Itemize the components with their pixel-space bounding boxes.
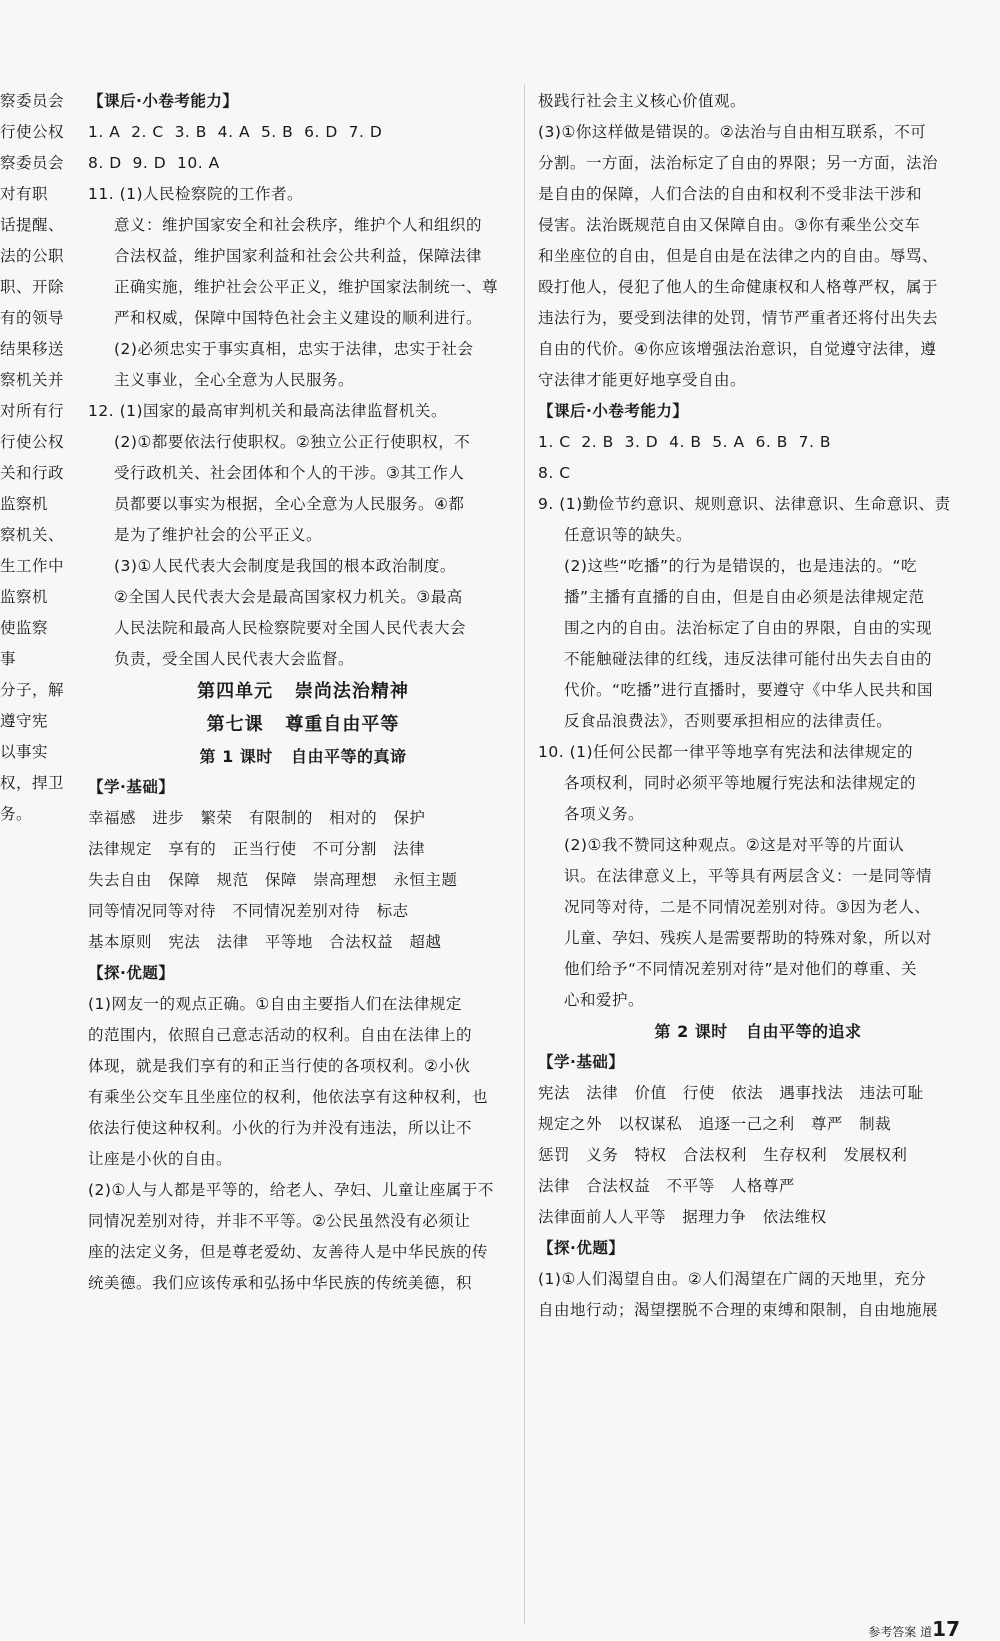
text-line: 的范围内，依照自己意志活动的权利。自由在法律上的: [88, 1026, 473, 1044]
text-line: 监察机: [0, 588, 49, 606]
text-line: 话提醒、: [0, 216, 65, 234]
text-line: 严和权威，保障中国特色社会主义建设的顺利进行。: [114, 309, 483, 327]
text-line: (2)必须忠实于事实真相，忠实于法律，忠实于社会: [114, 340, 474, 358]
text-line: 自由的代价。④你应该增强法治意识，自觉遵守法律，遵: [538, 340, 937, 358]
text-line: 他们给予“不同情况差别对待”是对他们的尊重、关: [564, 960, 918, 978]
text-line: 是为了维护社会的公平正义。: [114, 526, 323, 544]
text-line: 基本原则 宪法 法律 平等地 合法权益 超越: [88, 933, 442, 951]
text-line: 以事实: [0, 743, 49, 761]
text-line: 对所有行: [0, 402, 65, 420]
text-line: 对有职: [0, 185, 49, 203]
text-line: 况同等对待，二是不同情况差别对待。③因为老人、: [564, 898, 931, 916]
text-line: 【学·基础】: [88, 778, 175, 796]
right-column: [538, 86, 978, 1326]
text-line: 围之内的自由。法治标定了自由的界限，自由的实现: [564, 619, 933, 637]
text-line: ②全国人民代表大会是最高国家权力机关。③最高: [114, 588, 463, 606]
text-line: 侵害。法治既规范自由又保障自由。③你有乘坐公交车: [538, 216, 921, 234]
text-line: 务。: [0, 805, 33, 823]
text-line: 生工作中: [0, 557, 65, 575]
text-line: 行使公权: [0, 123, 65, 141]
text-line: 【探·优题】: [88, 964, 175, 982]
text-line: 各项义务。: [564, 805, 645, 823]
text-line: 宪法 法律 价值 行使 依法 遇事找法 违法可耻: [538, 1084, 924, 1102]
text-line: 主义事业，全心全意为人民服务。: [114, 371, 355, 389]
text-line: 体现，就是我们享有的和正当行使的各项权利。②小伙: [88, 1057, 471, 1075]
text-line: 失去自由 保障 规范 保障 崇高理想 永恒主题: [88, 871, 458, 889]
text-line: 【学·基础】: [538, 1053, 625, 1071]
text-line: 事: [0, 650, 17, 668]
text-line: 和坐座位的自由，但是自由是在法律之内的自由。辱骂、: [538, 247, 939, 265]
text-line: 10. (1)任何公民都一律平等地享有宪法和法律规定的: [538, 743, 914, 761]
footer-prefix: 道: [920, 1625, 933, 1639]
text-line: 法律规定 享有的 正当行使 不可分割 法律: [88, 840, 426, 858]
text-line: 9. (1)勤俭节约意识、规则意识、法律意识、生命意识、责: [538, 495, 951, 513]
text-line: 各项权利，同时必须平等地履行宪法和法律规定的: [564, 774, 917, 792]
text-line: 结果移送: [0, 340, 65, 358]
text-line: 殴打他人，侵犯了他人的生命健康权和人格尊严权，属于: [538, 278, 939, 296]
text-line: 察机关、: [0, 526, 65, 544]
column-divider: [524, 84, 525, 1624]
text-line: 负责，受全国人民代表大会监督。: [114, 650, 355, 668]
text-line: 【课后·小卷考能力】: [538, 402, 689, 420]
text-line: 12. (1)国家的最高审判机关和最高法律监督机关。: [88, 402, 448, 420]
text-line: 违法行为，要受到法律的处罚，情节严重者还将付出失去: [538, 309, 939, 327]
text-line: 同情况差别对待，并非不平等。②公民虽然没有必须让: [88, 1212, 471, 1230]
text-line: 合法权益，维护国家利益和社会公共利益，保障法律: [114, 247, 483, 265]
text-line: 第 1 课时 自由平等的真谛: [199, 747, 407, 766]
text-line: 座的法定义务，但是尊老爱幼、友善待人是中华民族的传: [88, 1243, 489, 1261]
text-line: 遵守宪: [0, 712, 49, 730]
text-line: (3)①你这样做是错误的。②法治与自由相互联系，不可: [538, 123, 927, 141]
text-line: 幸福感 进步 繁荣 有限制的 相对的 保护: [88, 809, 426, 827]
text-line: 任意识等的缺失。: [564, 526, 693, 544]
text-line: 【课后·小卷考能力】: [88, 92, 239, 110]
text-line: 让座是小伙的自由。: [88, 1150, 233, 1168]
text-line: 依法行使这种权利。小伙的行为并没有违法，所以让不: [88, 1119, 473, 1137]
text-line: 分割。一方面，法治标定了自由的界限；另一方面，法治: [538, 154, 939, 172]
text-line: 第四单元 崇尚法治精神: [197, 681, 409, 702]
text-line: (2)①我不赞同这种观点。②这是对平等的片面认: [564, 836, 905, 854]
text-line: 关和行政: [0, 464, 65, 482]
text-line: 法律面前人人平等 据理力争 依法维权: [538, 1208, 827, 1226]
text-line: 意义：维护国家安全和社会秩序，维护个人和组织的: [114, 216, 483, 234]
text-line: 是自由的保障，人们合法的自由和权利不受非法干涉和: [538, 185, 923, 203]
text-line: 第 2 课时 自由平等的追求: [654, 1022, 862, 1041]
text-line: 代价。“吃播”进行直播时，要遵守《中华人民共和国: [564, 681, 934, 699]
text-line: 播”主播有直播的自由，但是自由必须是法律规定范: [564, 588, 925, 606]
text-line: 不能触碰法律的红线，违反法律可能付出失去自由的: [564, 650, 933, 668]
text-line: (2)①都要依法行使职权。②独立公正行使职权，不: [114, 433, 471, 451]
text-line: 儿童、孕妇、残疾人是需要帮助的特殊对象，所以对: [564, 929, 933, 947]
text-line: 心和爱护。: [564, 991, 645, 1009]
text-line: 1. A 2. C 3. B 4. A 5. B 6. D 7. D: [88, 123, 383, 141]
text-line: 分子，解: [0, 681, 65, 699]
page-footer: [868, 1617, 960, 1641]
text-line: 识。在法律意义上，平等具有两层含义：一是同等情: [564, 867, 933, 885]
text-line: 察委员会: [0, 92, 65, 110]
text-line: (2)①人与人都是平等的，给老人、孕妇、儿童让座属于不: [88, 1181, 494, 1199]
text-line: 正确实施，维护社会公平正义，维护国家法制统一、尊: [114, 278, 499, 296]
text-line: 极践行社会主义核心价值观。: [538, 92, 747, 110]
text-line: 规定之外 以权谋私 追逐一己之利 尊严 制裁: [538, 1115, 892, 1133]
text-line: 职、开除: [0, 278, 65, 296]
text-line: 统美德。我们应该传承和弘扬中华民族的传统美德，积: [88, 1274, 473, 1292]
text-line: 8. C: [538, 464, 571, 482]
text-line: (3)①人民代表大会制度是我国的根本政治制度。: [114, 557, 456, 575]
left-column-fragment: [0, 86, 70, 830]
text-line: 法的公职: [0, 247, 65, 265]
text-line: 8. D 9. D 10. A: [88, 154, 220, 172]
text-line: 受行政机关、社会团体和个人的干涉。③其工作人: [114, 464, 465, 482]
text-line: 守法律才能更好地享受自由。: [538, 371, 747, 389]
text-line: 反食品浪费法》，否则要承担相应的法律责任。: [564, 712, 893, 730]
text-line: (2)这些“吃播”的行为是错误的，也是违法的。“吃: [564, 557, 918, 575]
middle-column: [88, 86, 518, 1299]
text-line: 有的领导: [0, 309, 65, 327]
text-line: (1)①人们渴望自由。②人们渴望在广阔的天地里，充分: [538, 1270, 927, 1288]
text-line: 自由地行动；渴望摆脱不合理的束缚和限制，自由地施展: [538, 1301, 939, 1319]
text-line: 行使公权: [0, 433, 65, 451]
text-line: 察机关并: [0, 371, 65, 389]
text-line: 同等情况同等对待 不同情况差别对待 标志: [88, 902, 409, 920]
text-line: 第七课 尊重自由平等: [206, 714, 400, 735]
text-line: 1. C 2. B 3. D 4. B 5. A 6. B 7. B: [538, 433, 832, 451]
text-line: 有乘坐公交车且坐座位的权利，他依法享有这种权利，也: [88, 1088, 489, 1106]
text-line: 11. (1)人民检察院的工作者。: [88, 185, 304, 203]
text-line: 人民法院和最高人民检察院要对全国人民代表大会: [114, 619, 467, 637]
text-line: 【探·优题】: [538, 1239, 625, 1257]
page-number: 17: [932, 1617, 960, 1641]
text-line: 察委员会: [0, 154, 65, 172]
text-line: 法律 合法权益 不平等 人格尊严: [538, 1177, 795, 1195]
text-line: 员都要以事实为根据，全心全意为人民服务。④都: [114, 495, 465, 513]
text-line: 权，捍卫: [0, 774, 65, 792]
footer-label: 参考答案: [868, 1625, 917, 1639]
text-line: 惩罚 义务 特权 合法权利 生存权利 发展权利: [538, 1146, 908, 1164]
text-line: 监察机: [0, 495, 49, 513]
text-line: 使监察: [0, 619, 49, 637]
text-line: (1)网友一的观点正确。①自由主要指人们在法律规定: [88, 995, 462, 1013]
